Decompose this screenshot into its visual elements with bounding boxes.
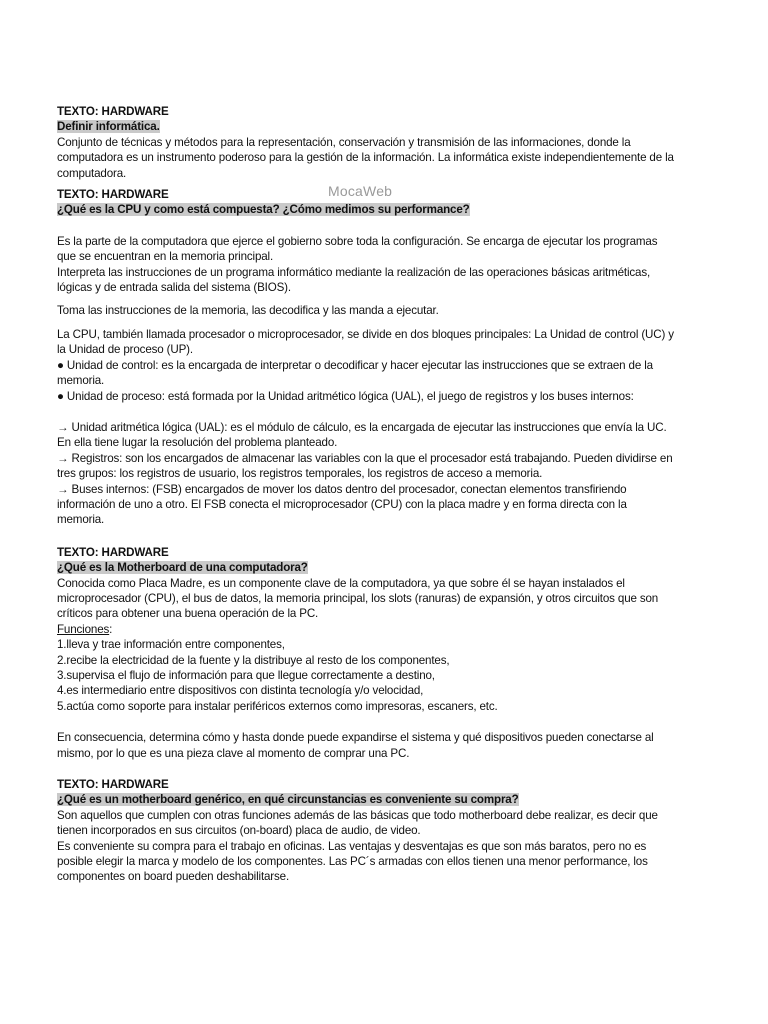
section-heading: TEXTO: HARDWARE (57, 545, 169, 559)
bullet-item: ● Unidad de proceso: está formada por la Unidad aritmético lógica (UAL), el juego de registros y los buses internos: (57, 389, 634, 403)
section-cpu (57, 187, 713, 528)
paragraph-line: Es conveniente su compra para el trabajo en oficinas. Las ventajas y desventajas es que son más baratos, pero no es (57, 839, 647, 853)
paragraph-line: tienen incorporados en sus circuitos (on-board) placa de audio, de video. (57, 824, 421, 838)
paragraph-line: Conocida como Placa Madre, es un componente clave de la computadora, ya que sobre él se hayan instalados el (57, 576, 625, 590)
paragraph-line: computadora. (57, 166, 127, 180)
list-item: 1.lleva y trae información entre componentes, (57, 638, 285, 652)
section-question: ¿Qué es la CPU y como está compuesta? ¿Cómo medimos su performance? (57, 203, 470, 217)
paragraph-line: críticos para obtener una buena operación de la PC. (57, 607, 319, 621)
paragraph-line: Interpreta las instrucciones de un programa informático mediante la realización de las operaciones básicas aritméticas, (57, 265, 651, 279)
paragraph-line: posible elegir la marca y modelo de los componentes. Las PC´s armadas con ellos tienen una menor performance, los (57, 855, 648, 869)
section-definir-informatica (57, 104, 713, 181)
arrow-item: → Buses internos: (FSB) encargados de mover los datos dentro del procesador, conectan elementos transfiriendo (57, 482, 627, 496)
section-motherboard (57, 545, 713, 761)
list-item: 3.supervisa el flujo de información para que llegue correctamente a destino, (57, 669, 435, 682)
section-question: ¿Qué es la Motherboard de una computadora? (57, 561, 308, 575)
paragraph-line: Conjunto de técnicas y métodos para la representación, conservación y transmisión de las informaciones, donde la (57, 135, 631, 149)
arrow-item: → Unidad aritmética lógica (UAL): es el módulo de cálculo, es la encargada de ejecutar las instrucciones que envía la UC. (57, 420, 667, 434)
paragraph-line: En ella tiene lugar la resolución del problema planteado. (57, 436, 338, 450)
watermark: MocaWeb (328, 183, 393, 199)
section-heading: TEXTO: HARDWARE (57, 778, 169, 792)
section-heading: TEXTO: HARDWARE (57, 188, 169, 202)
section-question: Definir informática. (57, 120, 160, 134)
paragraph-line: memoria. (57, 513, 105, 527)
paragraph-line: microprocesador (CPU), el bus de datos, la memoria principal, los slots (ranuras) de expansión, y otros circuitos que son (57, 591, 659, 605)
section-question: ¿Qué es un motherboard genérico, en qué circunstancias es conveniente su compra? (57, 793, 519, 807)
paragraph-line: información de uno a otro. El FSB conecta el microprocesador (CPU) con la placa madre y en forma directa con la (57, 497, 627, 511)
paragraph-line: que se encuentran en la memoria principal. (57, 250, 274, 264)
paragraph-line: lógicas y de entrada salida del sistema (BIOS). (57, 281, 291, 295)
section-heading: TEXTO: HARDWARE (57, 105, 169, 118)
paragraph-line: computadora es un instrumento poderoso para la gestión de la información. La informática existe independientemente de la (57, 151, 674, 165)
funciones-label-line (57, 622, 713, 637)
funciones-colon: : (109, 622, 113, 636)
paragraph-line: componentes on board pueden deshabilitarse. (57, 870, 290, 884)
paragraph-line: En consecuencia, determina cómo y hasta donde puede expandirse el sistema y qué dispositivos pueden conectarse al (57, 731, 654, 745)
list-item: 4.es intermediario entre dispositivos con distinta tecnología y/o velocidad, (57, 684, 424, 698)
document-page (57, 104, 713, 885)
paragraph-line: Toma las instrucciones de la memoria, las decodifica y las manda a ejecutar. (57, 304, 439, 318)
section-motherboard-generico (57, 777, 713, 885)
arrow-item: → Registros: son los encargados de almacenar las variables con la que el procesador está trabajando. Pueden dividirse en (57, 451, 673, 465)
paragraph-line: mismo, por lo que es una pieza clave al momento de comprar una PC. (57, 746, 410, 760)
funciones-label: Funciones (57, 622, 110, 636)
paragraph-line: Es la parte de la computadora que ejerce el gobierno sobre toda la configuración. Se encarga de ejecutar los programas (57, 234, 658, 248)
list-item: 5.actúa como soporte para instalar periféricos externos como impresoras, escaners, etc. (57, 699, 498, 713)
paragraph-line: memoria. (57, 374, 105, 388)
paragraph-line: Son aquellos que cumplen con otras funciones además de las básicas que todo motherboard debe realizar, es decir que (57, 808, 658, 822)
paragraph-line: La CPU, también llamada procesador o microprocesador, se divide en dos bloques principales: La Unidad de control (UC) y (57, 327, 674, 341)
bullet-item: ● Unidad de control: es la encargada de interpretar o decodificar y hacer ejecutar las instrucciones que se extraen de la (57, 358, 653, 372)
paragraph-line: la Unidad de proceso (UP). (57, 343, 193, 357)
paragraph-line: tres grupos: los registros de usuario, los registros temporales, los registros de acceso a memoria. (57, 467, 543, 481)
list-item: 2.recibe la electricidad de la fuente y la distribuye al resto de los componentes, (57, 653, 450, 667)
